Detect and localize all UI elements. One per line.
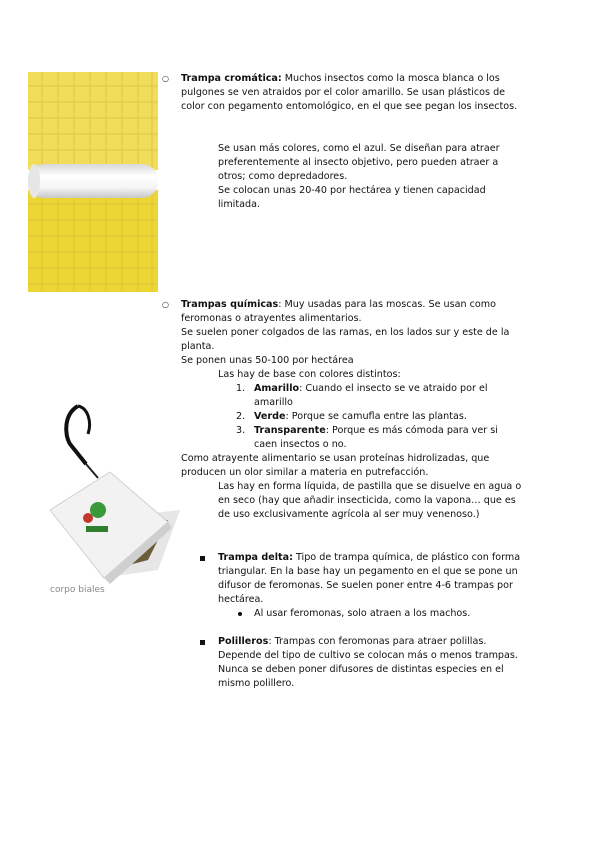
cromatica-density-text: Se colocan unas 20-40 por hectárea y tienen capacidad limitada. <box>218 185 486 210</box>
section-trampas-quimicas <box>181 298 526 368</box>
section-polilleros <box>218 635 518 691</box>
term-trampas-quimicas: Trampas químicas <box>181 299 279 310</box>
color-desc: : Porque se camufla entre las plantas. <box>285 411 467 422</box>
delta-trap-caption: corpo biales <box>50 585 105 595</box>
quimicas-density-text: Se ponen unas 50-100 por hectárea <box>181 355 354 366</box>
yellow-trap-graphic <box>28 72 158 292</box>
list-bullet-circle: ○ <box>162 300 169 309</box>
color-term: Transparente <box>254 425 326 436</box>
color-item-transparente <box>254 424 522 452</box>
yellow-trap-image <box>28 72 158 292</box>
colors-intro-text: Las hay de base con colores distintos: <box>218 369 401 380</box>
color-term: Amarillo <box>254 383 300 394</box>
term-trampa-delta: Trampa delta: <box>218 552 293 563</box>
cromatica-detail <box>218 142 523 212</box>
list-bullet-circle: ○ <box>162 74 169 83</box>
list-bullet-dot <box>238 612 242 616</box>
trampa-cromatica-text: Muchos insectos como la mosca blanca o los pulgones se ven atraidos por el color amarillo. Se usan plásticos de color con pegamento entomológico, en el que see pegan los insectos. <box>181 73 518 112</box>
color-item-amarillo <box>254 382 519 410</box>
cromatica-colors-text: Se usan más colores, como el azul. Se diseñan para atraer preferentemente al insecto objetivo, pero pueden atraer a otros; como depredadores. <box>218 143 500 182</box>
forms-text: Las hay en forma líquida, de pastilla que se disuelve en agua o en seco (hay que añadir insecticida, como la vapona… que es de uso exclusivamente agrícola al ser muy venenoso.) <box>218 481 522 520</box>
color-desc: : Porque es más cómoda para ver si caen insectos o no. <box>254 425 498 450</box>
list-number: 1. <box>236 383 246 394</box>
list-bullet-square <box>200 556 205 561</box>
term-polilleros: Polilleros <box>218 636 269 647</box>
list-number: 2. <box>236 411 246 422</box>
delta-trap-graphic <box>40 400 190 600</box>
quimicas-placement-text: Se suelen poner colgados de las ramas, en los lados sur y este de la planta. <box>181 327 510 352</box>
list-number: 3. <box>236 425 246 436</box>
color-item-verde <box>254 410 529 424</box>
attractant-text: Como atrayente alimentario se usan proteínas hidrolizadas, que producen un olor similar a materia en putrefacción. <box>181 453 490 478</box>
list-bullet-square <box>200 640 205 645</box>
delta-trap-image <box>40 400 190 600</box>
color-term: Verde <box>254 411 286 422</box>
color-desc: : Cuando el insecto se ve atraido por el amarillo <box>254 383 488 408</box>
polilleros-text: : Trampas con feromonas para atraer polillas. Depende del tipo de cultivo se colocan más o menos trampas. Nunca se deben poner difusores de distintas especies en el mismo polillero. <box>218 636 518 689</box>
term-trampa-cromatica: Trampa cromática: <box>181 73 282 84</box>
delta-pheromone-text: Al usar feromonas, solo atraen a los machos. <box>254 608 471 619</box>
section-trampa-delta <box>218 551 528 607</box>
section-trampa-cromatica <box>181 72 526 114</box>
trampas-quimicas-text: : Muy usadas para las moscas. Se usan como feromonas o atrayentes alimentarios. <box>181 299 496 324</box>
trampa-delta-text: Tipo de trampa química, de plástico con forma triangular. En la base hay un pegamento en el que se pone un difusor de feromonas. Se suelen poner entre 4-6 trampas por hectárea. <box>218 552 521 605</box>
